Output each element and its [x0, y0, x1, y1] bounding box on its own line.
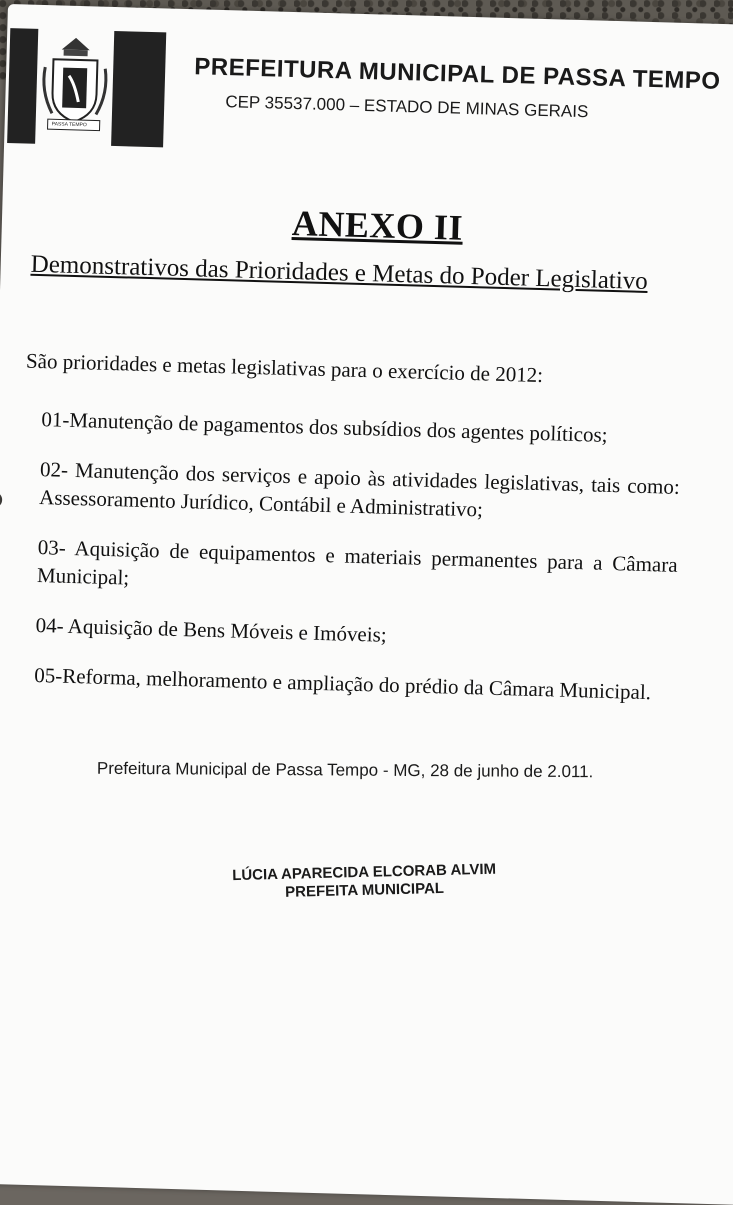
flag-band-left [7, 28, 38, 144]
municipal-flag-logo [7, 28, 170, 147]
annex-title: ANEXO II [291, 203, 464, 248]
item-number: 05- [33, 662, 63, 688]
crest-ribbon-text: PASSA TEMPO [51, 121, 87, 129]
item-text: Manutenção de pagamentos dos subsídios dos agentes políticos; [69, 407, 608, 447]
item-number: 03- [37, 535, 75, 561]
item-number: 04- [35, 613, 69, 638]
signer-role: PREFEITA MUNICIPAL [284, 879, 445, 901]
signer-name: LÚCIA APARECIDA ELCORAB ALVIM [231, 860, 497, 885]
municipality-address: CEP 35537.000 – ESTADO DE MINAS GERAIS [225, 92, 589, 122]
intro-text: São prioridades e metas legislativas para o exercício de 2012: [25, 348, 544, 388]
place-and-date: Prefeitura Municipal de Passa Tempo - MG, 28 de junho de 2.011. [96, 758, 594, 782]
priorities-list [33, 405, 681, 729]
item-text: Reforma, melhoramento e ampliação do prédio da Câmara Municipal. [61, 663, 652, 705]
document-page [0, 4, 733, 1205]
list-item [34, 661, 675, 707]
item-number: 02- [39, 457, 76, 483]
document-subtitle: Demonstrativos das Prioridades e Metas do Poder Legislativo [30, 250, 649, 295]
list-item [37, 533, 678, 607]
binder-hole [0, 492, 2, 508]
flag-band-right [111, 31, 166, 147]
list-item [41, 405, 682, 451]
signature-block [204, 860, 525, 904]
list-item [39, 455, 680, 529]
item-text: Aquisição de equipamentos e materiais permanentes para a Câmara Municipal; [36, 536, 678, 590]
municipality-title: PREFEITURA MUNICIPAL DE PASSA TEMPO [193, 53, 721, 95]
item-text: Aquisição de Bens Móveis e Imóveis; [67, 613, 387, 647]
item-number: 01- [41, 407, 70, 432]
list-item [35, 611, 676, 657]
item-text: Manutenção dos serviços e apoio às atividades legislativas, tais como: Assessoramento Jurídico, Contábil e Administrativo; [38, 458, 681, 522]
